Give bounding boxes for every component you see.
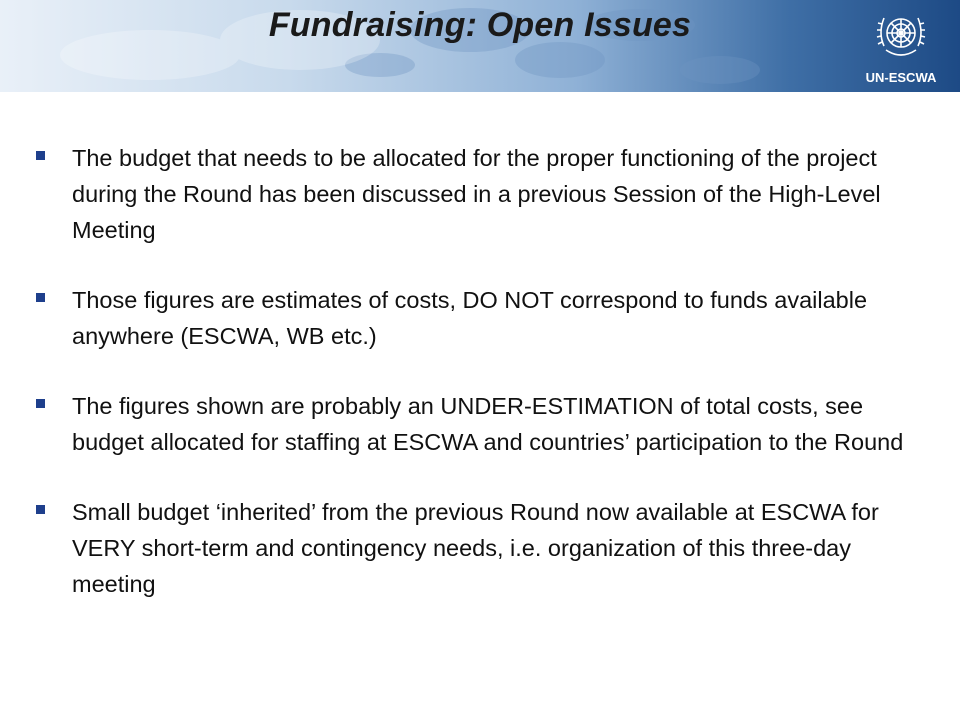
un-escwa-logo — [856, 6, 946, 88]
square-bullet-icon — [36, 151, 45, 160]
bullet-item — [36, 494, 916, 602]
bullet-item — [36, 282, 916, 354]
bullet-item — [36, 140, 916, 248]
square-bullet-icon — [36, 399, 45, 408]
bullet-text: Those figures are estimates of costs, DO NOT correspond to funds available anywhere (ESCWA, WB etc.) — [72, 287, 868, 349]
un-emblem-icon — [874, 6, 928, 66]
square-bullet-icon — [36, 293, 45, 302]
bullet-text: The budget that needs to be allocated for the proper functioning of the project during the Round has been discussed in a previous Session of the High-Level Meeting — [72, 145, 881, 243]
bullet-item — [36, 388, 916, 460]
bullet-list — [36, 140, 916, 636]
logo-text: UN-ESCWA — [865, 70, 937, 85]
header-banner — [0, 0, 960, 92]
bullet-text: The figures shown are probably an UNDER-ESTIMATION of total costs, see budget allocated for staffing at ESCWA and countries’ participation to the Round — [72, 393, 904, 455]
slide-title: Fundraising: Open Issues — [268, 6, 692, 44]
square-bullet-icon — [36, 505, 45, 514]
bullet-text: Small budget ‘inherited’ from the previous Round now available at ESCWA for VERY short-term and contingency needs, i.e. organization of this three-day meeting — [72, 499, 879, 597]
